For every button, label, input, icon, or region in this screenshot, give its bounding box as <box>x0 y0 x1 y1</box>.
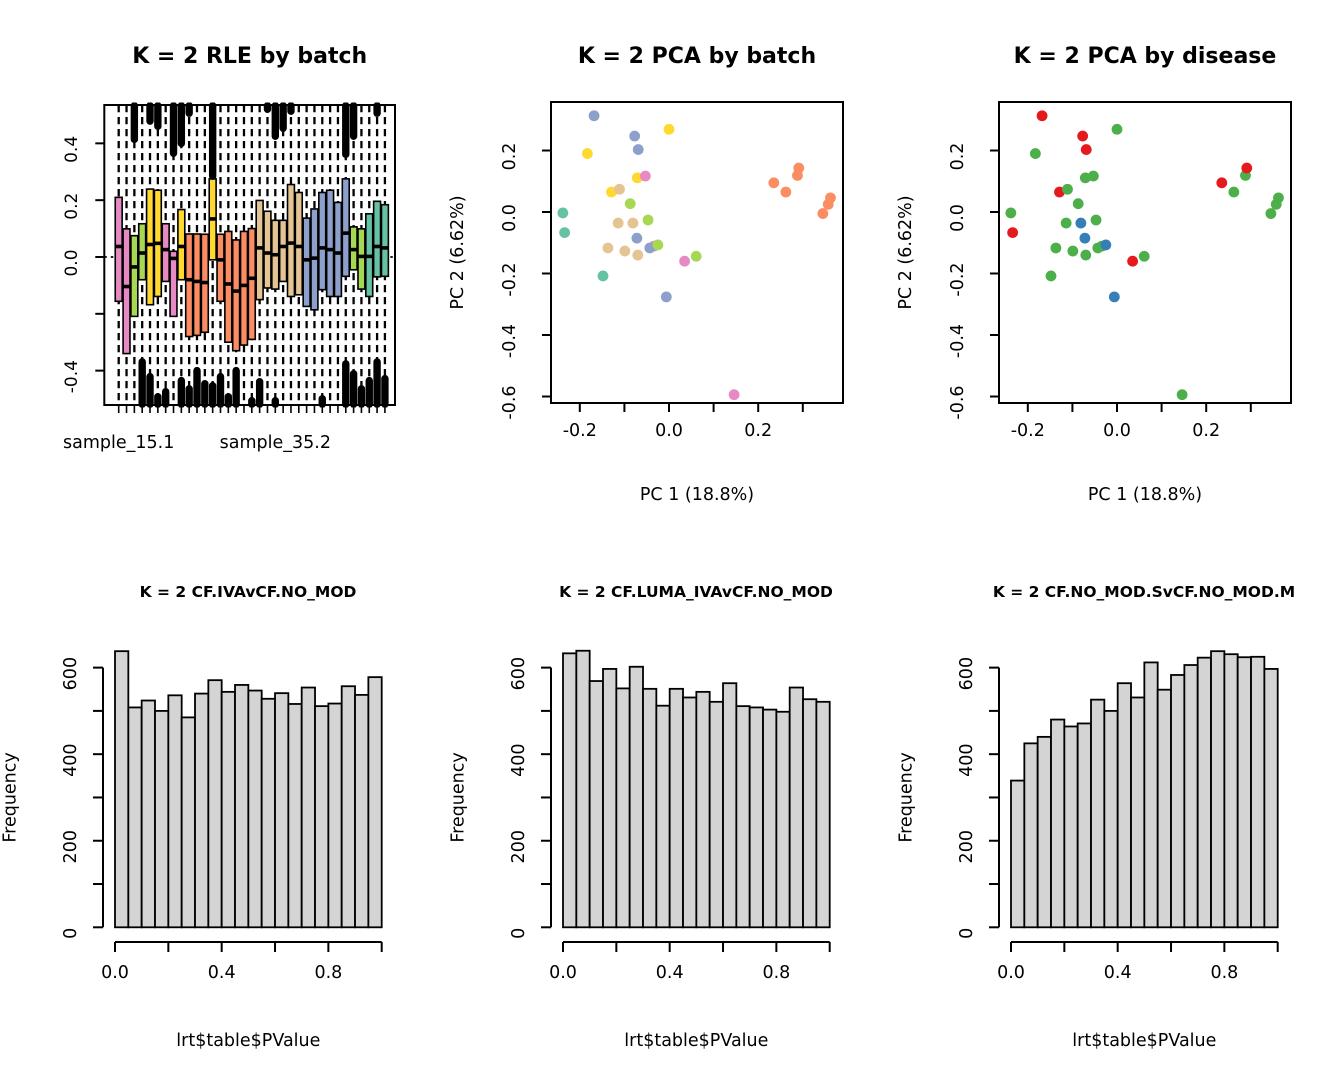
hist-bar <box>736 706 749 927</box>
rle-box <box>358 229 365 289</box>
pca-point <box>627 218 638 229</box>
rle-box <box>170 251 177 316</box>
y-tick-label: 400 <box>509 743 529 777</box>
pca-point <box>1061 218 1072 229</box>
pca-point <box>1050 243 1061 254</box>
pca-point <box>1067 246 1078 257</box>
x-axis-label: PC 1 (18.8%) <box>1087 485 1203 505</box>
hist-bar <box>763 710 776 928</box>
x-tick-label: sample_35.2 <box>219 433 331 453</box>
rle-box <box>241 231 248 345</box>
pca-point <box>598 271 609 282</box>
x-tick-label: 0.0 <box>549 963 577 983</box>
pca-point <box>625 198 636 209</box>
panel-hist-cf-luma-iva <box>448 545 896 1075</box>
hist-bar <box>368 677 381 927</box>
hist-bar <box>235 685 248 927</box>
pca-point <box>614 184 625 195</box>
pca-point <box>664 124 675 135</box>
y-tick-label: 400 <box>957 743 977 777</box>
hist-bar <box>315 706 328 927</box>
hist-bar <box>1064 726 1077 927</box>
y-axis <box>93 668 103 928</box>
rle-box <box>280 220 287 281</box>
x-axis-ticks <box>119 405 385 413</box>
hist-bar <box>248 691 261 928</box>
pca-point <box>1037 110 1048 121</box>
rle-box <box>123 229 130 354</box>
hist-bar <box>182 717 195 927</box>
hist-bar <box>1198 658 1211 928</box>
pca-point <box>1177 389 1188 400</box>
y-axis-label: Frequency <box>448 752 469 843</box>
pca-point <box>1273 192 1284 203</box>
hist-bar <box>155 711 168 927</box>
y-tick-label: -0.4 <box>948 323 968 359</box>
hist-bars <box>563 651 830 928</box>
x-axis-label: PC 1 (18.8%) <box>639 485 755 505</box>
y-tick-label: 0.4 <box>62 135 82 163</box>
y-tick-label: 0 <box>61 927 81 939</box>
hist-bar <box>1091 700 1104 928</box>
pca-point <box>768 177 779 188</box>
pca-points <box>1005 110 1283 400</box>
y-axis <box>541 668 551 928</box>
x-tick-label: 0.2 <box>1192 421 1221 441</box>
panel-hist2-svg <box>448 545 896 1075</box>
x-tick-label: 0.4 <box>655 963 684 983</box>
hist-bar <box>1224 654 1237 927</box>
pca-point <box>1112 124 1123 135</box>
pca-point <box>633 144 644 155</box>
pca-point <box>582 148 593 159</box>
pca-point <box>1091 215 1102 226</box>
hist-bar <box>710 702 723 927</box>
y-tick-label: 600 <box>61 656 81 691</box>
hist-bar <box>288 704 301 927</box>
pca-point <box>652 240 663 251</box>
y-tick-label: -0.6 <box>500 385 520 420</box>
hist-bar <box>1051 720 1064 928</box>
hist-bar <box>342 686 355 927</box>
hist-bar <box>803 699 816 927</box>
y-tick-label: 200 <box>957 830 977 864</box>
hist-bar <box>1024 743 1037 927</box>
panel-title: K = 2 RLE by batch <box>132 44 368 69</box>
x-tick-label: -0.2 <box>1010 421 1045 441</box>
rle-box <box>225 231 232 342</box>
panel-pca-by-batch <box>448 0 896 545</box>
hist-bar <box>603 669 616 927</box>
hist-bar <box>1011 781 1024 928</box>
pca-point <box>1075 218 1086 229</box>
pca-point <box>817 208 828 219</box>
y-tick-label: 0.2 <box>948 142 968 171</box>
panel-hist1-svg <box>0 545 448 1075</box>
panel-pca_batch-svg <box>448 0 896 545</box>
pca-point <box>1079 233 1090 244</box>
pca-point <box>679 256 690 267</box>
hist-bar <box>328 704 341 928</box>
hist-bar <box>208 680 221 927</box>
pca-point <box>631 233 642 244</box>
pca-point <box>1077 131 1088 142</box>
x-tick-label: 0.4 <box>1103 963 1132 983</box>
hist-bar <box>1238 657 1251 927</box>
panel-rle-svg <box>0 0 448 545</box>
panel-pca-by-disease <box>896 0 1344 545</box>
hist-bar <box>128 707 141 927</box>
y-axis <box>990 151 999 397</box>
pca-point <box>691 251 702 262</box>
y-tick-label: 0 <box>509 927 529 939</box>
hist-bar <box>670 689 683 927</box>
rle-box <box>217 234 224 301</box>
hist-bar <box>590 681 603 927</box>
rle-box <box>233 240 240 351</box>
x-axis <box>1028 403 1251 412</box>
y-tick-label: 600 <box>957 656 977 691</box>
pca-point <box>1265 208 1276 219</box>
y-axis <box>542 151 551 397</box>
x-tick-label: 0.0 <box>997 963 1025 983</box>
pca-point <box>1109 291 1120 302</box>
rle-box <box>381 205 388 277</box>
pca-point <box>557 208 568 219</box>
panel-title: K = 2 PCA by disease <box>1013 44 1277 69</box>
pca-point <box>643 215 654 226</box>
hist-bar <box>630 667 643 928</box>
panel-hist-cf-iva <box>0 545 448 1075</box>
hist-bar <box>750 707 763 927</box>
rle-box <box>303 218 310 306</box>
hist-bar <box>683 697 696 927</box>
y-tick-label: 0.0 <box>62 249 82 277</box>
hist-bar <box>142 701 155 928</box>
x-tick-label: 0.0 <box>1103 421 1131 441</box>
pca-point <box>793 163 804 174</box>
panel-title: K = 2 CF.IVAvCF.NO_MOD <box>139 583 357 601</box>
y-tick-label: -0.4 <box>62 360 82 394</box>
pca-point <box>1073 198 1084 209</box>
y-tick-label: -0.4 <box>500 323 520 359</box>
hist-bar <box>262 699 275 928</box>
x-axis-label: lrt$table$PValue <box>624 1031 769 1051</box>
pca-point <box>613 218 624 229</box>
pca-point <box>602 243 613 254</box>
hist-bar <box>643 689 656 927</box>
rle-box <box>147 189 154 305</box>
y-tick-label: 0.0 <box>500 204 520 232</box>
x-tick-label: 0.0 <box>101 963 129 983</box>
rle-box <box>115 197 122 301</box>
pca-point <box>1080 250 1091 261</box>
pca-point <box>1216 177 1227 188</box>
hist-bar <box>563 653 576 927</box>
hist-bar <box>1211 651 1224 927</box>
y-axis <box>95 143 104 370</box>
pca-point <box>1127 256 1138 267</box>
rle-box <box>178 210 185 280</box>
pca-point <box>729 389 740 400</box>
rle-box <box>264 211 271 288</box>
y-tick-label: 0 <box>957 927 977 939</box>
y-tick-label: -0.6 <box>948 385 968 420</box>
pca-point <box>780 187 791 198</box>
x-tick-label: 0.8 <box>314 963 343 983</box>
hist-bar <box>1131 697 1144 927</box>
pca-point <box>1088 171 1099 182</box>
x-axis <box>580 403 803 412</box>
pca-point <box>1241 163 1252 174</box>
hist-bar <box>1118 683 1131 927</box>
rle-box <box>295 193 302 295</box>
hist-bar <box>302 688 315 928</box>
x-axis <box>1011 942 1278 952</box>
hist-bar <box>1144 662 1157 927</box>
rle-box <box>194 234 201 335</box>
pca-point <box>589 110 600 121</box>
y-tick-label: 600 <box>509 656 529 691</box>
x-tick-label: 0.8 <box>1210 963 1239 983</box>
hist-bar <box>1078 723 1091 927</box>
y-tick-label: -0.2 <box>948 262 968 297</box>
panel-title: K = 2 CF.NO_MOD.SvCF.NO_MOD.M <box>992 583 1296 601</box>
hist-bar <box>195 694 208 928</box>
pca-point <box>629 131 640 142</box>
x-tick-label: 0.2 <box>744 421 773 441</box>
hist-bar <box>1104 711 1117 927</box>
hist-bar <box>723 683 736 927</box>
panel-hist3-svg <box>896 545 1344 1075</box>
pca-point <box>559 227 570 238</box>
rle-box <box>248 229 255 340</box>
y-tick-label: 0.0 <box>948 204 968 232</box>
hist-bar <box>355 695 368 927</box>
rle-box <box>327 190 334 296</box>
y-tick-label: 0.2 <box>500 142 520 171</box>
pca-point <box>1062 184 1073 195</box>
rle-box <box>162 224 169 282</box>
pca-point <box>1030 148 1041 159</box>
hist-bars <box>1011 651 1278 927</box>
hist-bar <box>115 651 128 927</box>
x-axis <box>115 942 382 952</box>
hist-bar <box>1171 675 1184 927</box>
y-tick-label: 0.2 <box>62 192 82 220</box>
y-axis-label: PC 2 (6.62%) <box>896 195 916 310</box>
hist-bar <box>222 692 235 927</box>
panel-title: K = 2 CF.LUMA_IVAvCF.NO_MOD <box>559 583 833 601</box>
y-axis-label: PC 2 (6.62%) <box>448 195 468 310</box>
pca-point <box>619 246 630 257</box>
x-axis <box>563 942 830 952</box>
x-tick-label: 0.8 <box>762 963 791 983</box>
hist-bar <box>616 688 629 927</box>
hist-bar <box>790 688 803 928</box>
pca-point <box>825 192 836 203</box>
x-tick-label: sample_15.1 <box>63 433 175 453</box>
hist-bar <box>168 695 181 927</box>
pca-point <box>1081 144 1092 155</box>
hist-bar <box>696 692 709 927</box>
y-tick-label: 200 <box>509 830 529 864</box>
x-tick-label: -0.2 <box>562 421 597 441</box>
rle-box <box>131 236 138 317</box>
rle-box <box>334 202 341 296</box>
x-tick-label: 0.0 <box>655 421 683 441</box>
hist-bar <box>776 712 789 928</box>
pca-point <box>1228 187 1239 198</box>
x-tick-label: 0.4 <box>207 963 236 983</box>
hist-bar <box>816 702 829 927</box>
hist-bar <box>1038 737 1051 927</box>
y-tick-label: -0.2 <box>500 262 520 297</box>
y-axis-label: Frequency <box>0 752 21 843</box>
pca-points <box>557 110 835 400</box>
rle-box <box>374 201 381 277</box>
hist-bar <box>1158 690 1171 928</box>
pca-point <box>1100 240 1111 251</box>
y-tick-label: 400 <box>61 743 81 777</box>
hist-bar <box>275 693 288 927</box>
pca-point <box>1046 271 1057 282</box>
hist-bar <box>1251 657 1264 928</box>
hist-bars <box>115 651 382 927</box>
hist-bar <box>1184 665 1197 927</box>
y-tick-label: 200 <box>61 830 81 864</box>
panel-hist-cf-no-mod <box>896 545 1344 1075</box>
pca-point <box>661 291 672 302</box>
rle-box <box>342 179 349 276</box>
hist-bar <box>656 706 669 928</box>
hist-bar <box>1264 669 1277 927</box>
panel-pca_disease-svg <box>896 0 1344 545</box>
pca-point <box>1139 251 1150 262</box>
panel-title: K = 2 PCA by batch <box>577 44 817 69</box>
rle-box <box>186 234 193 337</box>
hist-bar <box>576 651 589 928</box>
x-axis-label: lrt$table$PValue <box>1072 1031 1217 1051</box>
pca-point <box>1007 227 1018 238</box>
pca-point <box>640 171 651 182</box>
rle-box <box>319 193 326 290</box>
x-axis-label: lrt$table$PValue <box>176 1031 321 1051</box>
y-axis-label: Frequency <box>896 752 917 843</box>
rle-box <box>288 185 295 297</box>
pca-point <box>1005 208 1016 219</box>
panel-rle-by-batch <box>0 0 448 545</box>
pca-point <box>632 250 643 261</box>
rle-box <box>256 200 263 299</box>
y-axis <box>989 668 999 928</box>
